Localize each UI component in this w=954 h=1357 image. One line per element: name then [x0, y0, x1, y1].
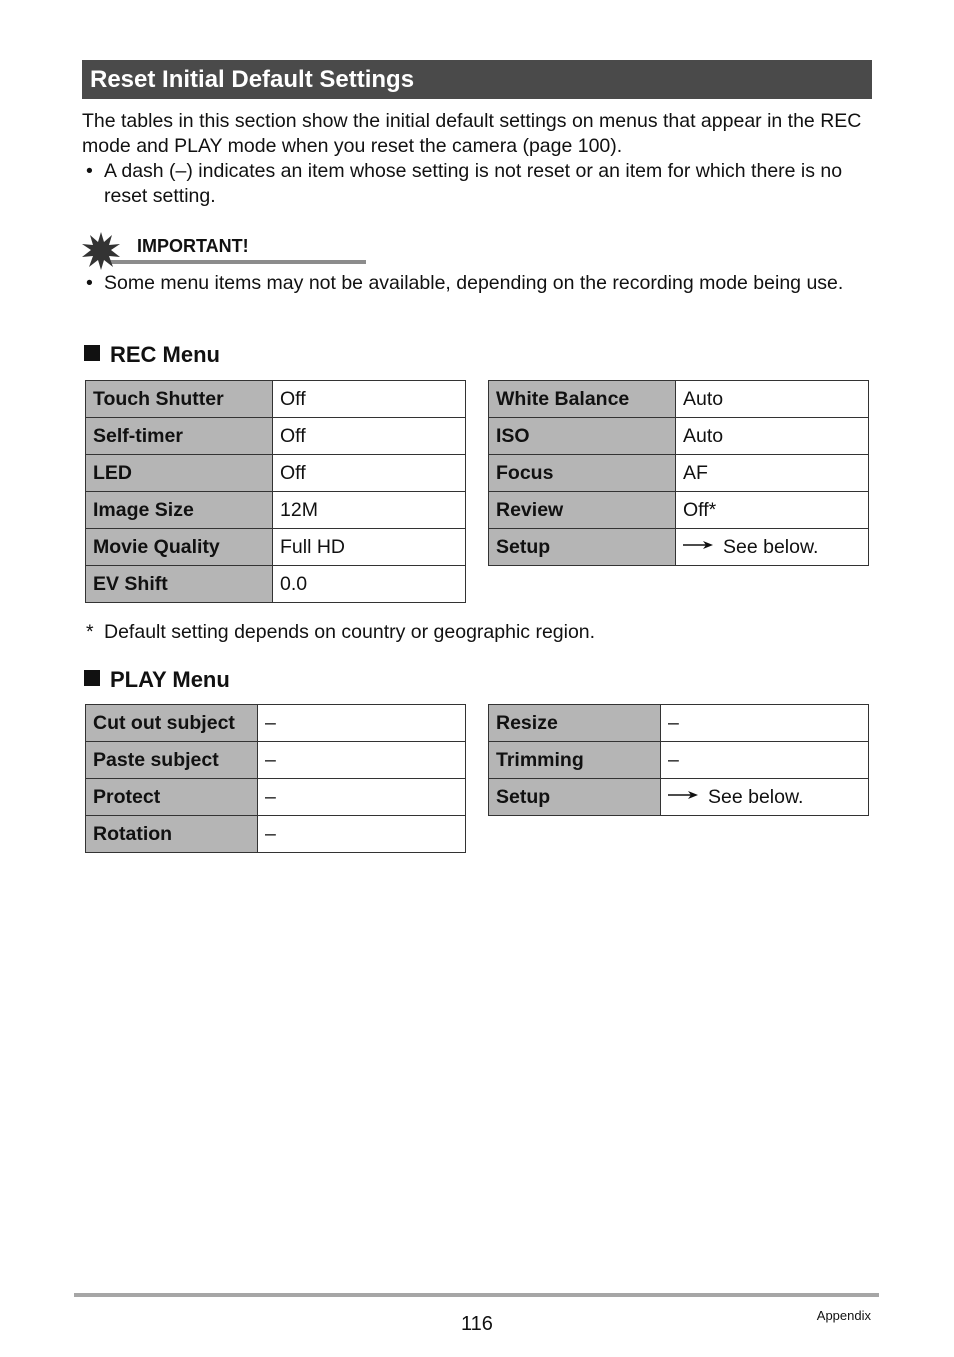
- arrow-right-icon: [668, 789, 698, 801]
- setting-name: Movie Quality: [86, 529, 273, 566]
- setting-name: Image Size: [86, 492, 273, 529]
- table-row: [489, 779, 869, 816]
- table-row: [86, 742, 466, 779]
- setting-name: Cut out subject: [86, 705, 258, 742]
- setting-value: AF: [676, 455, 869, 492]
- bullet-marker: •: [86, 272, 93, 294]
- table-row: [489, 455, 869, 492]
- table-row: [86, 418, 466, 455]
- table-row: [489, 418, 869, 455]
- setting-value: [661, 779, 869, 816]
- intro-paragraph: The tables in this section show the initial default settings on menus that appear in the REC mode and PLAY mode when you reset the camera (page 100).: [82, 110, 862, 157]
- table-row: [489, 381, 869, 418]
- setting-name: LED: [86, 455, 273, 492]
- table-row: [489, 492, 869, 529]
- play-menu-table-left: [85, 704, 466, 853]
- footnote-text: Default setting depends on country or geographic region.: [104, 621, 596, 643]
- setting-value: Full HD: [273, 529, 466, 566]
- table-row: [86, 566, 466, 603]
- table-row: [489, 705, 869, 742]
- setting-value: –: [258, 742, 466, 779]
- setting-name: Self-timer: [86, 418, 273, 455]
- setting-value: 0.0: [273, 566, 466, 603]
- bullet-marker: •: [86, 160, 93, 182]
- setting-value: Auto: [676, 418, 869, 455]
- setting-value: –: [258, 705, 466, 742]
- setting-name: Review: [489, 492, 676, 529]
- setting-name: Paste subject: [86, 742, 258, 779]
- page-number: 116: [461, 1313, 493, 1335]
- setting-name: EV Shift: [86, 566, 273, 603]
- table-row: [86, 779, 466, 816]
- section-title: Reset Initial Default Settings: [82, 60, 872, 99]
- table-row: [86, 529, 466, 566]
- table-row: [86, 381, 466, 418]
- footnote-marker: *: [86, 621, 94, 643]
- setting-value: Off: [273, 418, 466, 455]
- setting-name: Resize: [489, 705, 661, 742]
- setting-name: Setup: [489, 779, 661, 816]
- setting-value: –: [661, 705, 869, 742]
- setting-name: Protect: [86, 779, 258, 816]
- setting-value: Off: [273, 381, 466, 418]
- setting-name: Rotation: [86, 816, 258, 853]
- important-label: IMPORTANT!: [137, 236, 249, 256]
- setting-name: ISO: [489, 418, 676, 455]
- setting-value: –: [258, 816, 466, 853]
- important-underline: [110, 260, 366, 264]
- table-row: [489, 742, 869, 779]
- setting-value-text: See below.: [723, 535, 819, 558]
- table-row: [86, 705, 466, 742]
- setting-name: Touch Shutter: [86, 381, 273, 418]
- footer-section-label: Appendix: [816, 1308, 871, 1323]
- setting-value: Off*: [676, 492, 869, 529]
- setting-name: White Balance: [489, 381, 676, 418]
- setting-value: –: [258, 779, 466, 816]
- burst-icon: [82, 232, 120, 270]
- table-row: [86, 816, 466, 853]
- play-menu-table-right: [488, 704, 869, 816]
- play-menu-heading: PLAY Menu: [84, 667, 230, 693]
- setting-value-text: See below.: [708, 785, 804, 808]
- setting-value: Auto: [676, 381, 869, 418]
- square-bullet-icon: [84, 345, 100, 361]
- important-note: Some menu items may not be available, depending on the recording mode being use.: [104, 272, 844, 294]
- table-row: [86, 492, 466, 529]
- setting-value: 12M: [273, 492, 466, 529]
- footer-rule: [74, 1293, 879, 1297]
- table-row: [86, 455, 466, 492]
- important-header: [82, 232, 292, 268]
- dash-explanation: A dash (–) indicates an item whose setting is not reset or an item for which there is no reset setting.: [104, 160, 843, 207]
- setting-value: Off: [273, 455, 466, 492]
- rec-menu-table-left: [85, 380, 466, 603]
- setting-name: Trimming: [489, 742, 661, 779]
- rec-menu-table-right: [488, 380, 869, 566]
- square-bullet-icon: [84, 670, 100, 686]
- setting-value: –: [661, 742, 869, 779]
- rec-menu-heading: REC Menu: [84, 342, 220, 368]
- setting-name: Setup: [489, 529, 676, 566]
- table-row: [489, 529, 869, 566]
- arrow-right-icon: [683, 539, 713, 551]
- setting-value: [676, 529, 869, 566]
- setting-name: Focus: [489, 455, 676, 492]
